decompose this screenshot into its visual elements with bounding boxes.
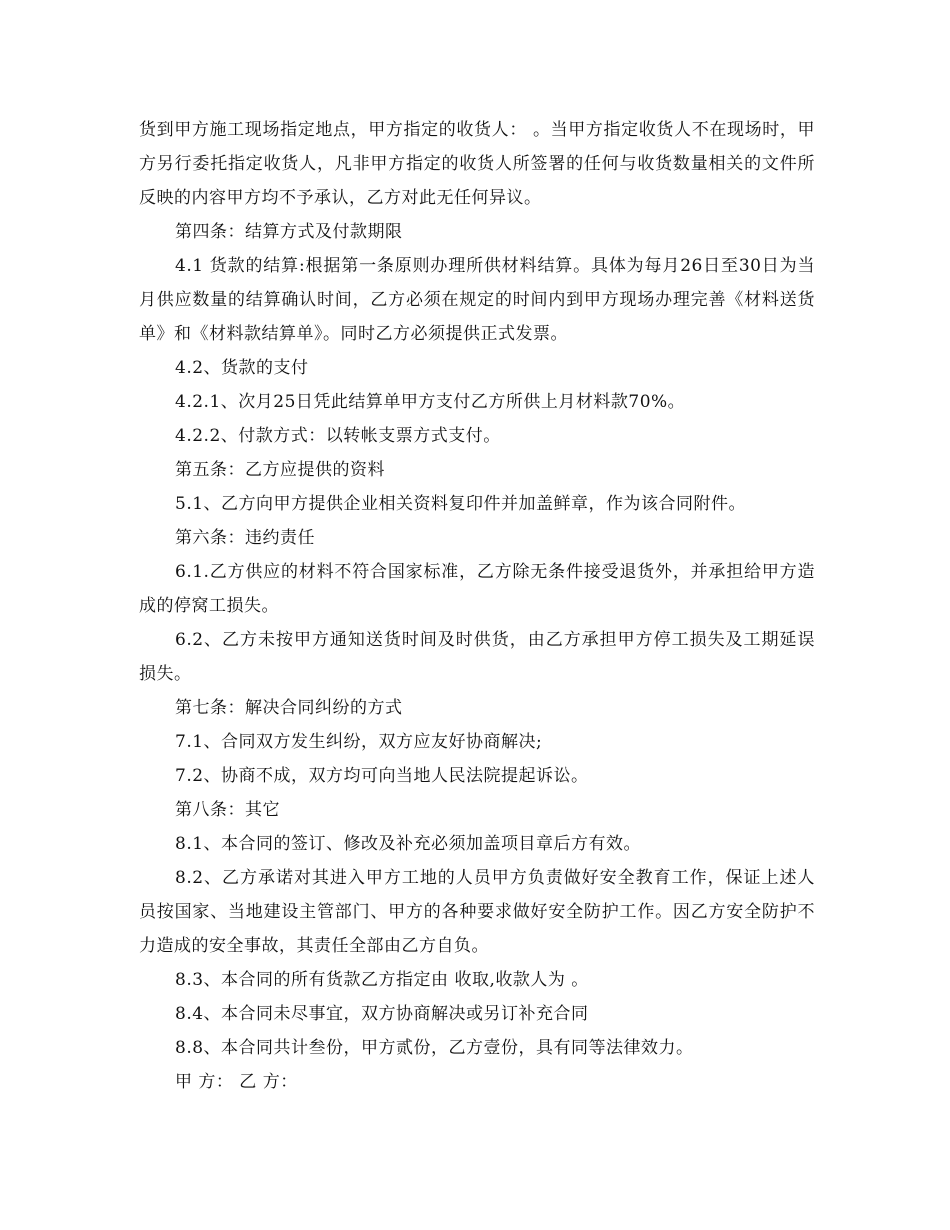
paragraph-6-2: 6.2、乙方未按甲方通知送货时间及时供货，由乙方承担甲方停工损失及工期延误损失。 xyxy=(139,630,815,684)
paragraph-6-1: 6.1.乙方供应的材料不符合国家标准，乙方除无条件接受退货外，并承担给甲方造成的停窝工损失。 xyxy=(139,562,815,616)
paragraph-8-2: 8.2、乙方承诺对其进入甲方工地的人员甲方负责做好安全教育工作，保证上述人员按国家、当地建设主管部门、甲方的各种要求做好安全防护工作。因乙方安全防护不力造成的安全事故，其责任全部由乙方自负。 xyxy=(139,868,815,956)
paragraph-7-1: 7.1、合同双方发生纠纷，双方应友好协商解决; xyxy=(175,732,543,752)
signature-line: 甲 方： 乙 方： xyxy=(175,1072,298,1092)
paragraph-5-1: 5.1、乙方向甲方提供企业相关资料复印件并加盖鲜章，作为该合同附件。 xyxy=(175,494,747,514)
paragraph-8-4: 8.4、本合同未尽事宜，双方协商解决或另订补充合同 xyxy=(175,1004,589,1024)
heading-article-5: 第五条：乙方应提供的资料 xyxy=(175,460,385,480)
heading-article-8: 第八条：其它 xyxy=(175,800,280,820)
document-page xyxy=(139,113,815,1099)
paragraph-8-8: 8.8、本合同共计叁份，甲方贰份，乙方壹份，具有同等法律效力。 xyxy=(175,1038,694,1058)
paragraph-delivery-receiver: 货到甲方施工现场指定地点，甲方指定的收货人： 。当甲方指定收货人不在现场时，甲方另行委托指定收货人，凡非甲方指定的收货人所签署的任何与收货数量相关的文件所反映的内容甲方均不予承认，乙方对此无任何异议。 xyxy=(139,120,815,208)
heading-article-4: 第四条：结算方式及付款期限 xyxy=(175,222,403,242)
heading-article-7: 第七条：解决合同纠纷的方式 xyxy=(175,698,403,718)
paragraph-8-3: 8.3、本合同的所有货款乙方指定由 收取,收款人为 。 xyxy=(175,970,589,990)
paragraph-4-2: 4.2、货款的支付 xyxy=(175,358,309,378)
paragraph-4-1: 4.1 货款的结算:根据第一条原则办理所供材料结算。具体为每月26日至30日为当月供应数量的结算确认时间，乙方必须在规定的时间内到甲方现场办理完善《材料送货单》和《材料款结算单》。同时乙方必须提供正式发票。 xyxy=(139,256,815,344)
paragraph-8-1: 8.1、本合同的签订、修改及补充必须加盖项目章后方有效。 xyxy=(175,834,642,854)
paragraph-4-2-1: 4.2.1、次月25日凭此结算单甲方支付乙方所供上月材料款70%。 xyxy=(175,392,686,412)
heading-article-6: 第六条：违约责任 xyxy=(175,528,315,548)
paragraph-7-2: 7.2、协商不成，双方均可向当地人民法院提起诉讼。 xyxy=(175,766,589,786)
paragraph-4-2-2: 4.2.2、付款方式：以转帐支票方式支付。 xyxy=(175,426,501,446)
